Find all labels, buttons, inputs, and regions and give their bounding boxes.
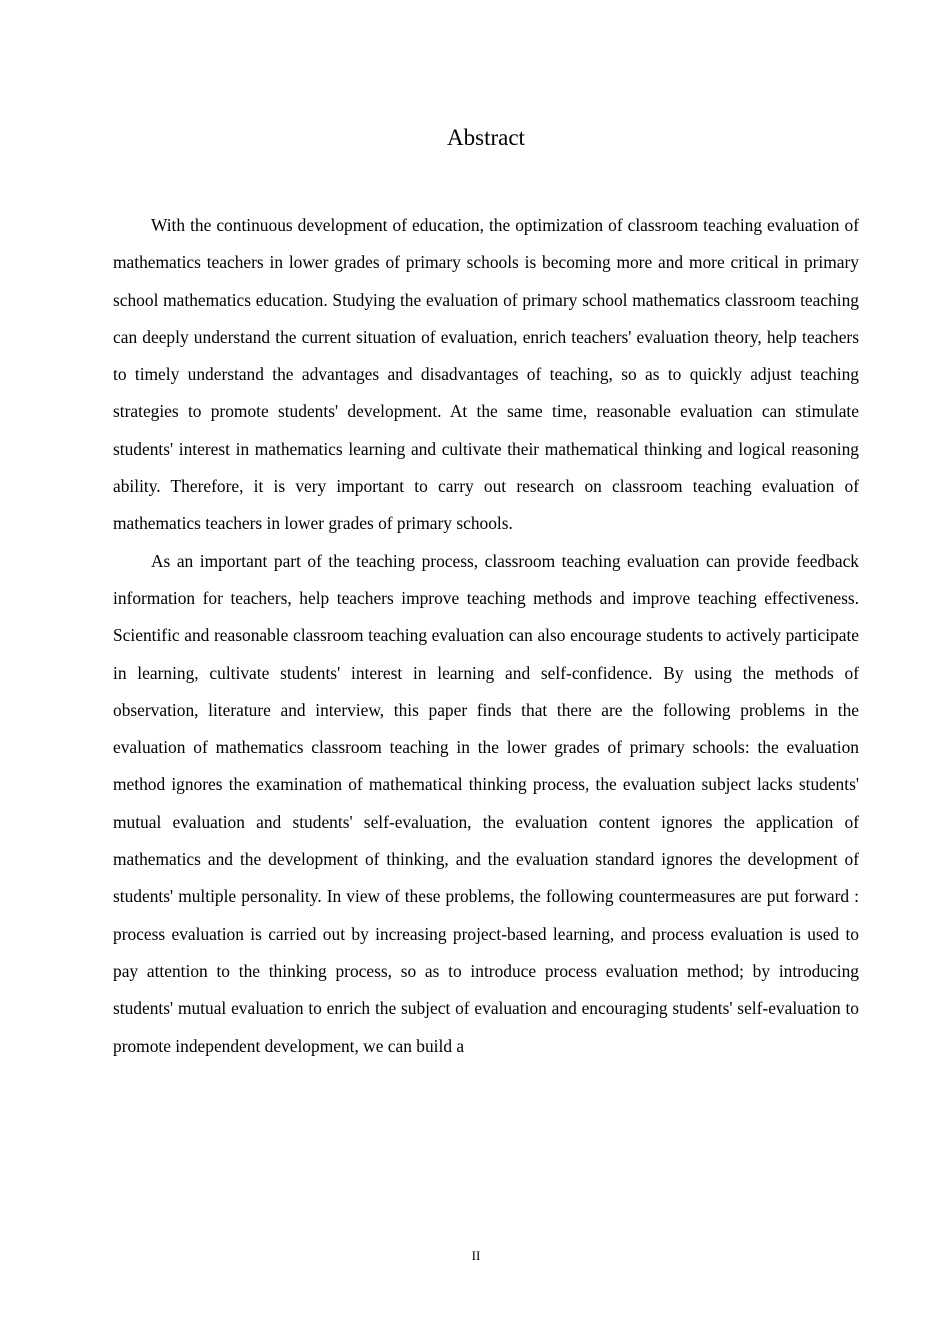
abstract-body xyxy=(113,207,859,1065)
abstract-title: Abstract xyxy=(447,125,525,150)
abstract-paragraph-1: With the continuous development of education, the optimization of classroom teaching evaluation of mathematics teachers in lower grades of primary schools is becoming more and more critical in primary school mathematics education. Studying the evaluation of primary school mathematics classroom teaching can deeply understand the current situation of evaluation, enrich teachers' evaluation theory, help teachers to timely understand the advantages and disadvantages of teaching, so as to quickly adjust teaching strategies to promote students' development. At the same time, reasonable evaluation can stimulate students' interest in mathematics learning and cultivate their mathematical thinking and logical reasoning ability. Therefore, it is very important to carry out research on classroom teaching evaluation of mathematics teachers in lower grades of primary schools. xyxy=(113,215,859,534)
page-number: II xyxy=(471,1248,481,1263)
abstract-paragraph-2: As an important part of the teaching process, classroom teaching evaluation can provide feedback information for teachers, help teachers improve teaching methods and improve teaching effectiveness. Scientific and reasonable classroom teaching evaluation can also encourage students to actively participate in learning, cultivate students' interest in learning and self-confidence. By using the methods of observation, literature and interview, this paper finds that there are the following problems in the evaluation of mathematics classroom teaching in the lower grades of primary schools: the evaluation method ignores the examination of mathematical thinking process, the evaluation subject lacks students' mutual evaluation and students' self-evaluation, the evaluation content ignores the application of mathematics and the development of thinking, and the evaluation standard ignores the development of students' multiple personality. In view of these problems, the following countermeasures are put forward : process evaluation is carried out by increasing project-based learning, and process evaluation is used to pay attention to the thinking process, so as to introduce process evaluation method; by introducing students' mutual evaluation to enrich the subject of evaluation and encouraging students' self-evaluation to promote independent development, we can build a xyxy=(113,550,859,1056)
